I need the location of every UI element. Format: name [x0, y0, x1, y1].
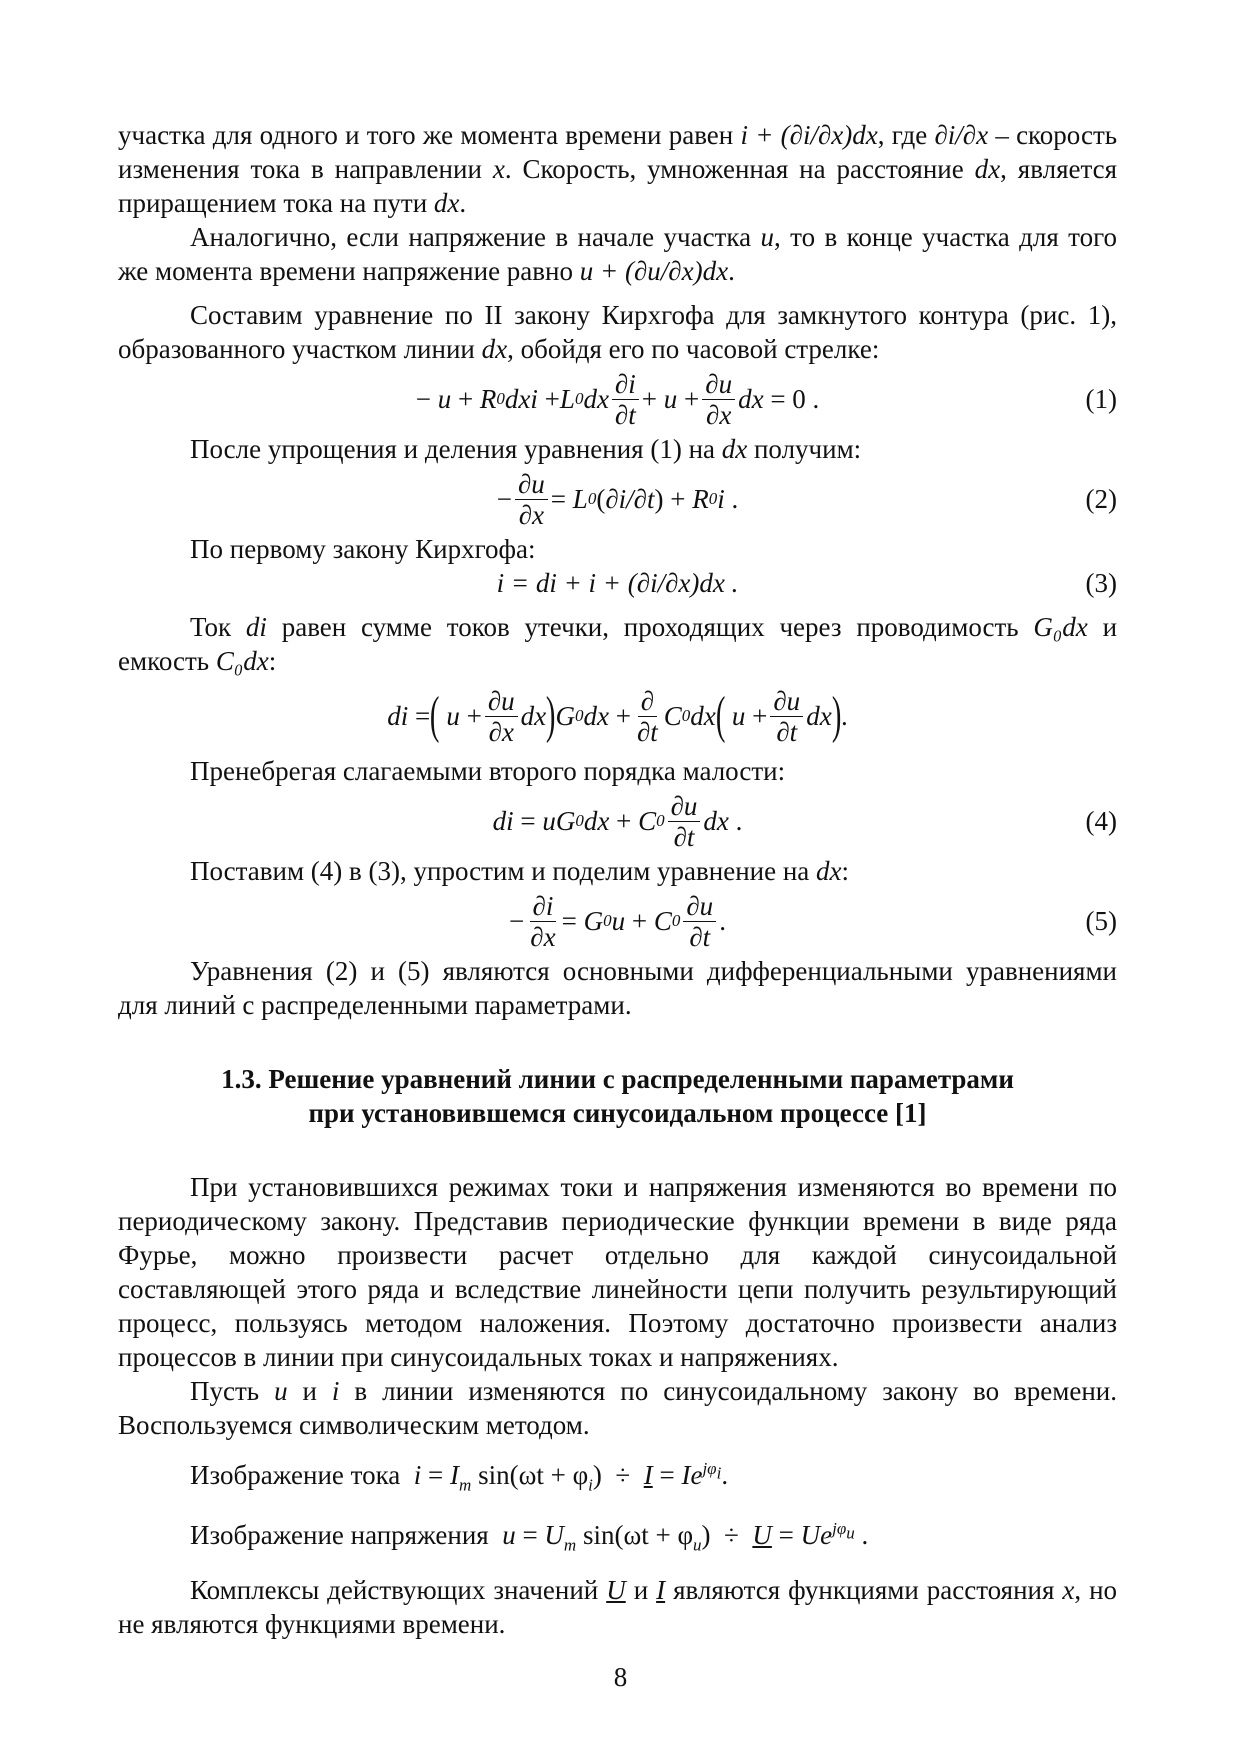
formula: dx: [481, 334, 508, 364]
text: .: [728, 256, 735, 286]
text: Пусть: [190, 1376, 260, 1406]
formula: dx: [816, 856, 842, 886]
paragraph-9: Уравнения (2) и (5) являются основными дифференциальными уравнениями для линий с распределенными параметрами.: [118, 956, 1117, 1020]
equation-1-expression: − u + R 0 dxi + L 0 dx $\frac{\partial i}{\partial t}$ + u + $\frac{\partial u}{\partial x}$ dx = 0 .: [415, 368, 820, 430]
text: в линии изменяются по синусоидальному закону во времени. Воспользуемся символическим методом.: [118, 1376, 1117, 1440]
current-formula: $i = I_m$ $\sin(\omega t + \varphi_i) \div I = Ie^{j\varphi_i}$.: [407, 1459, 729, 1495]
text: Составим уравнение по II закону Кирхгофа для замкнутого контура (рис. 1), образованного участком линии: [118, 300, 1117, 364]
equation-di-full: [118, 678, 1117, 754]
formula: u: [274, 1376, 288, 1406]
text: и: [633, 1574, 649, 1605]
text: Изображение тока: [190, 1460, 401, 1490]
text: Поставим (4) в (3), упростим и поделим уравнение на: [190, 856, 810, 886]
paragraph-1: [118, 118, 1117, 220]
equation-4-number: (4): [1085, 806, 1117, 836]
section-heading-line-1: 1.3. Решение уравнений линии с распределенными параметрами: [221, 1064, 1014, 1094]
equation-2: [118, 466, 1117, 532]
paragraph-7: Пренебрегая слагаемыми второго порядка малости:: [190, 756, 786, 786]
text: получим:: [753, 434, 862, 464]
equation-3-number: (3): [1085, 568, 1117, 598]
paragraph-14: [118, 1573, 1117, 1641]
section-heading: [118, 1062, 1117, 1130]
equation-5: [118, 888, 1117, 954]
formula: U: [606, 1574, 626, 1605]
text: – скорость изменения тока в направлении: [118, 120, 1118, 184]
text: являются функциями расстояния: [673, 1574, 1055, 1605]
formula: x: [492, 154, 505, 184]
text: участка для одного и того же момента времени равен: [118, 120, 734, 150]
formula: I: [656, 1574, 666, 1605]
formula: u: [760, 222, 774, 252]
formula: di: [245, 612, 267, 642]
formula: dx: [974, 154, 1001, 184]
equation-di-full-expression: di = ( u + $\frac{\partial u}{\partial x}$ dx ) G 0 dx + $\frac{\partial}{\partial t}$ C 0 dx ( u + $\frac{\partial u}{\partial t}$ dx ) .: [387, 685, 848, 747]
text: Комплексы действующих значений: [190, 1574, 599, 1605]
paragraph-6: [118, 610, 1117, 678]
text: равен сумме токов утечки, проходящих через проводимость: [281, 612, 1019, 642]
equation-4: [118, 788, 1117, 854]
formula: G₀dx: [1033, 612, 1088, 642]
equation-4-expression: di = uG 0 dx + C 0 $\frac{\partial u}{\partial t}$ dx .: [492, 790, 743, 852]
text: :: [268, 646, 277, 676]
text: После упрощения и деления уравнения (1) на: [190, 434, 715, 464]
equation-1-number: (1): [1085, 384, 1117, 414]
voltage-formula: $u = U_m$ $\sin(\omega t + \varphi_u) \div U = Ue^{j\varphi_u}$ .: [495, 1519, 869, 1555]
formula: x: [1062, 1574, 1075, 1605]
paragraph-5: По первому закону Кирхгофа:: [190, 534, 536, 564]
text: . Скорость, умноженная на расстояние: [504, 154, 964, 184]
paragraph-8: [118, 854, 1117, 888]
equation-2-number: (2): [1085, 484, 1117, 514]
equation-5-number: (5): [1085, 906, 1117, 936]
equation-2-expression: − $\frac{\partial u}{\partial x}$ = L 0 ( ∂i/∂t ) + R 0 i .: [496, 468, 739, 530]
paragraph-12: [118, 1452, 1117, 1502]
paragraph-3: [118, 298, 1117, 366]
text: .: [459, 188, 467, 218]
text: , то в конце участка для того же момента времени напряжение равно: [118, 222, 1118, 286]
equation-1: [118, 366, 1117, 432]
paragraph-4: [118, 432, 1117, 466]
text: Аналогично, если напряжение в начале участка: [190, 222, 752, 252]
formula: i: [331, 1376, 340, 1406]
formula: C₀dx: [215, 646, 269, 676]
section-heading-line-2: при установившемся синусоидальном процессе [1]: [308, 1098, 927, 1128]
text: Изображение напряжения: [190, 1520, 489, 1551]
text: Ток: [190, 612, 232, 642]
formula: dx: [721, 434, 748, 464]
paragraph-11: [118, 1374, 1117, 1442]
formula: i + (∂i/∂x)dx: [740, 120, 878, 150]
page-number: 8: [613, 1662, 628, 1692]
paragraph-13: [118, 1512, 1117, 1562]
text: , обойдя его по часовой стрелке:: [507, 334, 880, 364]
text: :: [841, 856, 850, 886]
equation-3-expression: i = di + i + (∂i/∂x)dx .: [496, 568, 739, 598]
paragraph-10: При установившихся режимах токи и напряжения изменяются во времени по периодическому закону. Представив периодические функции времени в виде ряда Фурье, можно произвести расчет отдельно для каждой синусоидальной составляющей этого ряда и вследствие линейности цепи получить результирующий процесс, пользуясь методом наложения. Поэтому достаточно произвести анализ процессов в линии при синусоидальных токах и напряжениях.: [118, 1172, 1117, 1372]
text: , но не являются функциями времени.: [118, 1574, 1118, 1639]
paragraph-2: [118, 220, 1117, 288]
formula: u + (∂u/∂x)dx: [579, 256, 729, 286]
text: и: [302, 1376, 317, 1406]
text: , является приращением тока на пути: [118, 154, 1118, 218]
equation-5-expression: − $\frac{\partial i}{\partial x}$ = G 0 u + C 0 $\frac{\partial u}{\partial t}$ .: [509, 890, 726, 952]
formula: dx: [433, 188, 460, 218]
equation-3: [118, 566, 1117, 600]
text: и емкость: [118, 612, 1118, 676]
formula: ∂i/∂x: [934, 120, 989, 150]
text: , где: [877, 120, 928, 150]
